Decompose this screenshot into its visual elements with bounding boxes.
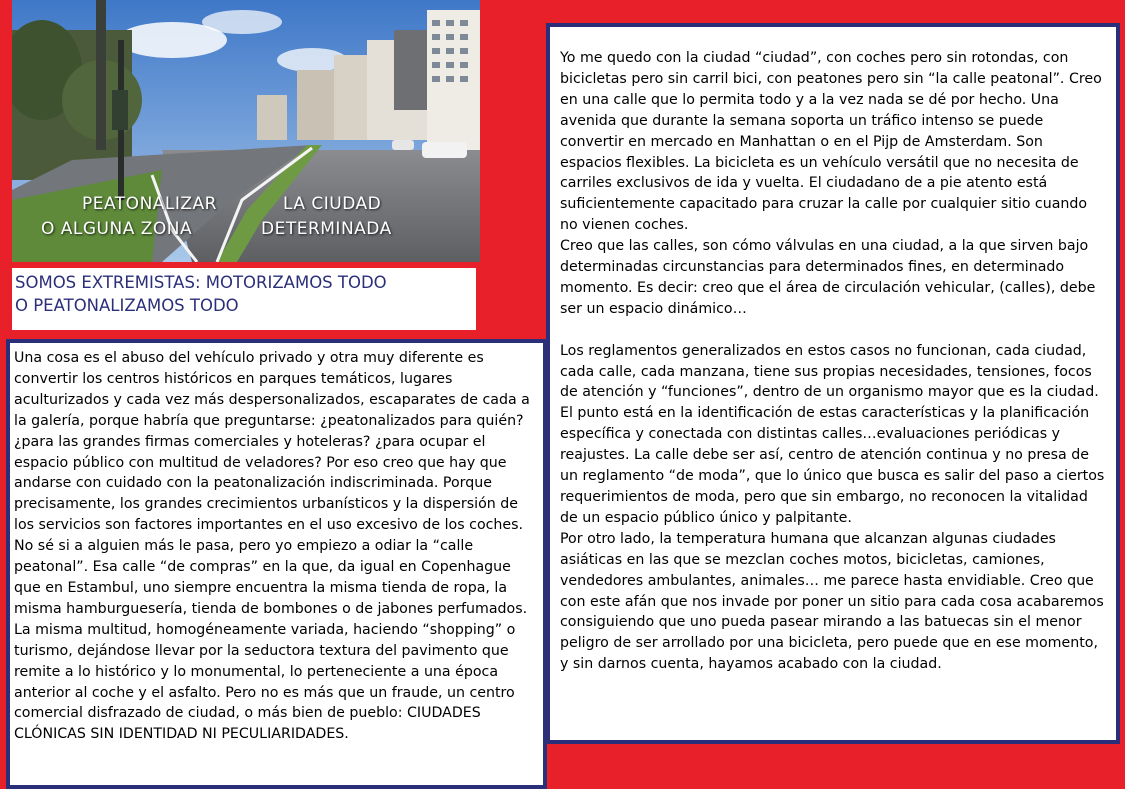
right-paragraph-1: Yo me quedo con la ciudad “ciudad”, con coches pero sin rotondas, con bicicletas pero sin carril bici, con peatones pero sin “la calle peatonal”. Creo en una calle que lo permita todo y a la vez nada se dé por hecho. Una avenida que durante la semana soporta un tráfico intenso se puede convertir en mercado en Manhattan o en el Pijp de Amsterdam. Son espacios flexibles. La bicicleta es un vehículo versátil que no necesita de carriles exclusivos de ida y vuelta. El ciudadano de a pie atento está suficientemente capacitado para cruzar la calle por cualquier sitio cuando no vienen coches. xyxy=(560,50,1102,234)
photo-caption-peatonalizar: PEATONALIZAR xyxy=(82,194,217,214)
right-paragraph-2: Creo que las calles, son cómo válvulas en una ciudad, a la que sirven bajo determinadas circunstancias para determinados fines, en determinado momento. Es decir: creo que el área de circulación vehicular, (calles), debe ser un espacio dinámico… xyxy=(560,238,1096,317)
right-text-box xyxy=(546,23,1120,744)
headline-box xyxy=(12,268,476,330)
photo-caption-alguna-zona: O ALGUNA ZONA xyxy=(41,219,193,239)
right-paragraph-3: Los reglamentos generalizados en estos casos no funcionan, cada ciudad, cada calle, cada manzana, tiene sus propias necesidades, tensiones, focos de atención y “funciones”, dentro de un organismo mayor que es la ciudad. El punto está en la identificación de estas características y la planificación específica y conectada con distintas calles…evaluaciones periódicas y reajustes. La calle debe ser así, centro de atención continua y no presa de un reglamento “de moda”, que lo único que busca es salir del paso a ciertos requerimientos de moda, pero que sin embargo, no reconocen la vitalidad de un espacio público único y palpitante. xyxy=(560,342,1105,526)
street-photo xyxy=(12,0,480,262)
photo-caption-determinada: DETERMINADA xyxy=(261,219,392,239)
left-paragraph-2: No sé si a alguien más le pasa, pero yo empiezo a odiar la “calle peatonal”. Esa calle “de compras” en la que, da igual en Copenhague que en Estambul, uno siempre encuentra la misma tienda de ropa, la misma hamburguesería, tienda de bombones o de jabones perfumados. La misma multitud, homogéneamente variada, haciendo “shopping” o turismo, dejándose llevar por la seductora textura del pavimento que remite a lo histórico y lo monumental, lo perteneciente a una época anterior al coche y el asfalto. Pero no es más que un fraude, un centro comercial disfrazado de ciudad, o más bien de pueblo: CIUDADES CLÓNICAS SIN IDENTIDAD NI PECULIARIDADES. xyxy=(14,538,528,743)
left-text-box xyxy=(6,339,547,789)
paragraph-spacer xyxy=(560,320,1106,341)
left-paragraph-1: Una cosa es el abuso del vehículo privado y otra muy diferente es convertir los centros históricos en parques temáticos, lugares aculturizados y cada vez más despersonalizados, escaparates de cada a la galería, porque habría que preguntarse: ¿peatonalizados para quién? ¿para las grandes firmas comerciales y hoteleras? ¿para ocupar el espacio público con multitud de veladores? Por eso creo que hay que andarse con cuidado con la peatonalización indiscriminada. Porque precisamente, los grandes crecimientos urbanísticos y la dispersión de los servicios son factores importantes en el uso excesivo de los coches. xyxy=(14,350,530,534)
right-paragraph-4: Por otro lado, la temperatura humana que alcanzan algunas ciudades asiáticas en las que se mezclan coches motos, bicicletas, camiones, vendedores ambulantes, animales… me parece hasta envidiable. Creo que con este afán que nos invade por poner un sitio para cada cosa acabaremos consiguiendo que uno pueda pasear mirando a las batuecas sin el menor peligro de ser arrollado por una bicicleta, pero puede que en ese momento, y sin darnos cuenta, hayamos acabado con la ciudad. xyxy=(560,530,1104,673)
photo-caption-la-ciudad: LA CIUDAD xyxy=(283,194,382,214)
headline-line-2: O PEATONALIZAMOS TODO xyxy=(15,296,239,315)
headline-line-1: SOMOS EXTREMISTAS: MOTORIZAMOS TODO xyxy=(15,273,387,292)
